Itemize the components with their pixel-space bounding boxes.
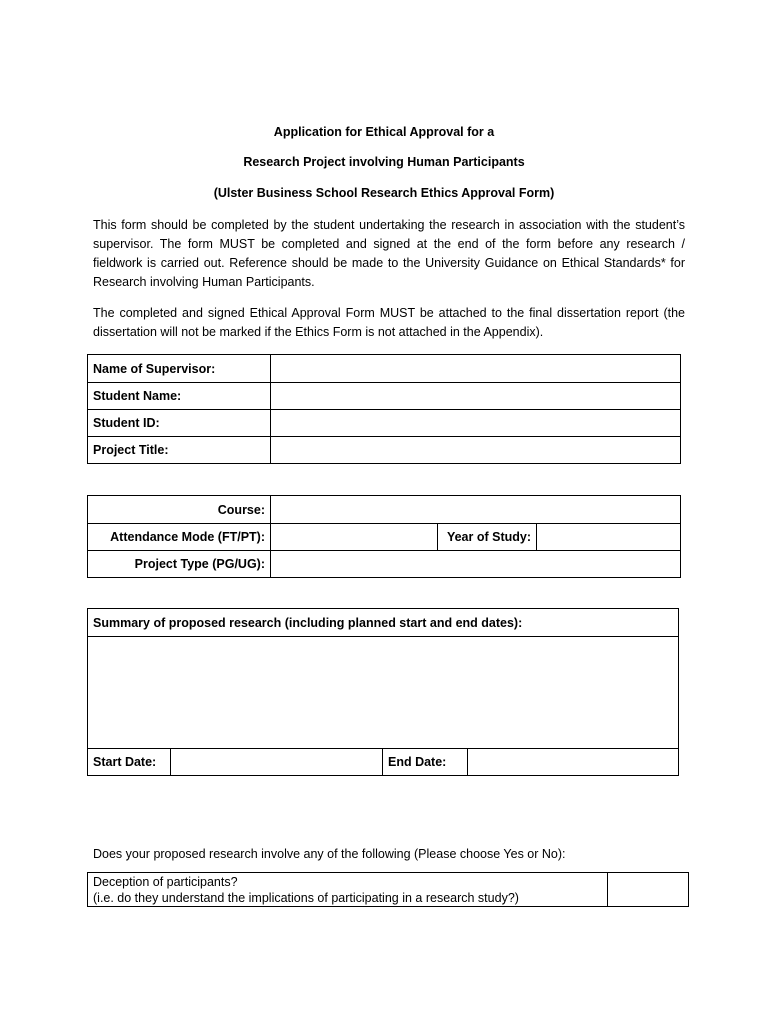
form-title-line1: Application for Ethical Approval for a: [273, 125, 495, 139]
end-date-label: End Date:: [388, 755, 447, 769]
intro-paragraph-1: This form should be completed by the student undertaking the research in association with the student’s supervisor. The form MUST be completed and signed at the end of the form before any research / fieldwork is carried out. Reference should be made to the University Guidance on Ethical Standards* for Research involving Human Participants.: [93, 218, 685, 289]
question-deception-answer[interactable]: [608, 873, 688, 906]
project-type-label: Project Type (PG/UG):: [134, 557, 265, 571]
summary-field[interactable]: [88, 637, 678, 748]
project-type-field[interactable]: [271, 551, 680, 577]
summary-label: Summary of proposed research (including planned start and end dates):: [93, 615, 523, 630]
questions-table: [87, 872, 689, 907]
course-field[interactable]: [271, 496, 680, 523]
student-details-table: [87, 354, 681, 464]
start-date-label: Start Date:: [93, 755, 157, 769]
question-deception-line2: (i.e. do they understand the implications of participating in a research study?): [93, 890, 519, 905]
student-id-field[interactable]: [271, 410, 680, 436]
form-title-line2: Research Project involving Human Participants: [243, 155, 525, 169]
attendance-mode-field[interactable]: [271, 524, 437, 550]
questions-intro: Does your proposed research involve any of the following (Please choose Yes or No):: [93, 847, 566, 861]
intro-paragraph-2: The completed and signed Ethical Approval Form MUST be attached to the final dissertation report (the dissertation will not be marked if the Ethics Form is not attached in the Appendix).: [93, 306, 685, 339]
end-date-field[interactable]: [468, 749, 678, 775]
year-of-study-field[interactable]: [537, 524, 680, 550]
course-label: Course:: [217, 502, 265, 517]
form-title-line3: (Ulster Business School Research Ethics Approval Form): [213, 186, 555, 200]
attendance-mode-label: Attendance Mode (FT/PT):: [110, 530, 265, 544]
student-name-field[interactable]: [271, 383, 680, 409]
project-title-label: Project Title:: [93, 443, 169, 457]
research-summary-table: [87, 608, 679, 776]
start-date-field[interactable]: [171, 749, 382, 775]
project-title-field[interactable]: [271, 437, 680, 463]
course-table: [87, 495, 681, 578]
question-deception: [93, 873, 605, 906]
supervisor-label: Name of Supervisor:: [93, 361, 216, 376]
student-id-label: Student ID:: [93, 416, 160, 430]
question-deception-line1: Deception of participants?: [93, 874, 238, 889]
year-of-study-label: Year of Study:: [446, 530, 531, 544]
supervisor-field[interactable]: [271, 355, 680, 382]
student-name-label: Student Name:: [93, 389, 182, 403]
